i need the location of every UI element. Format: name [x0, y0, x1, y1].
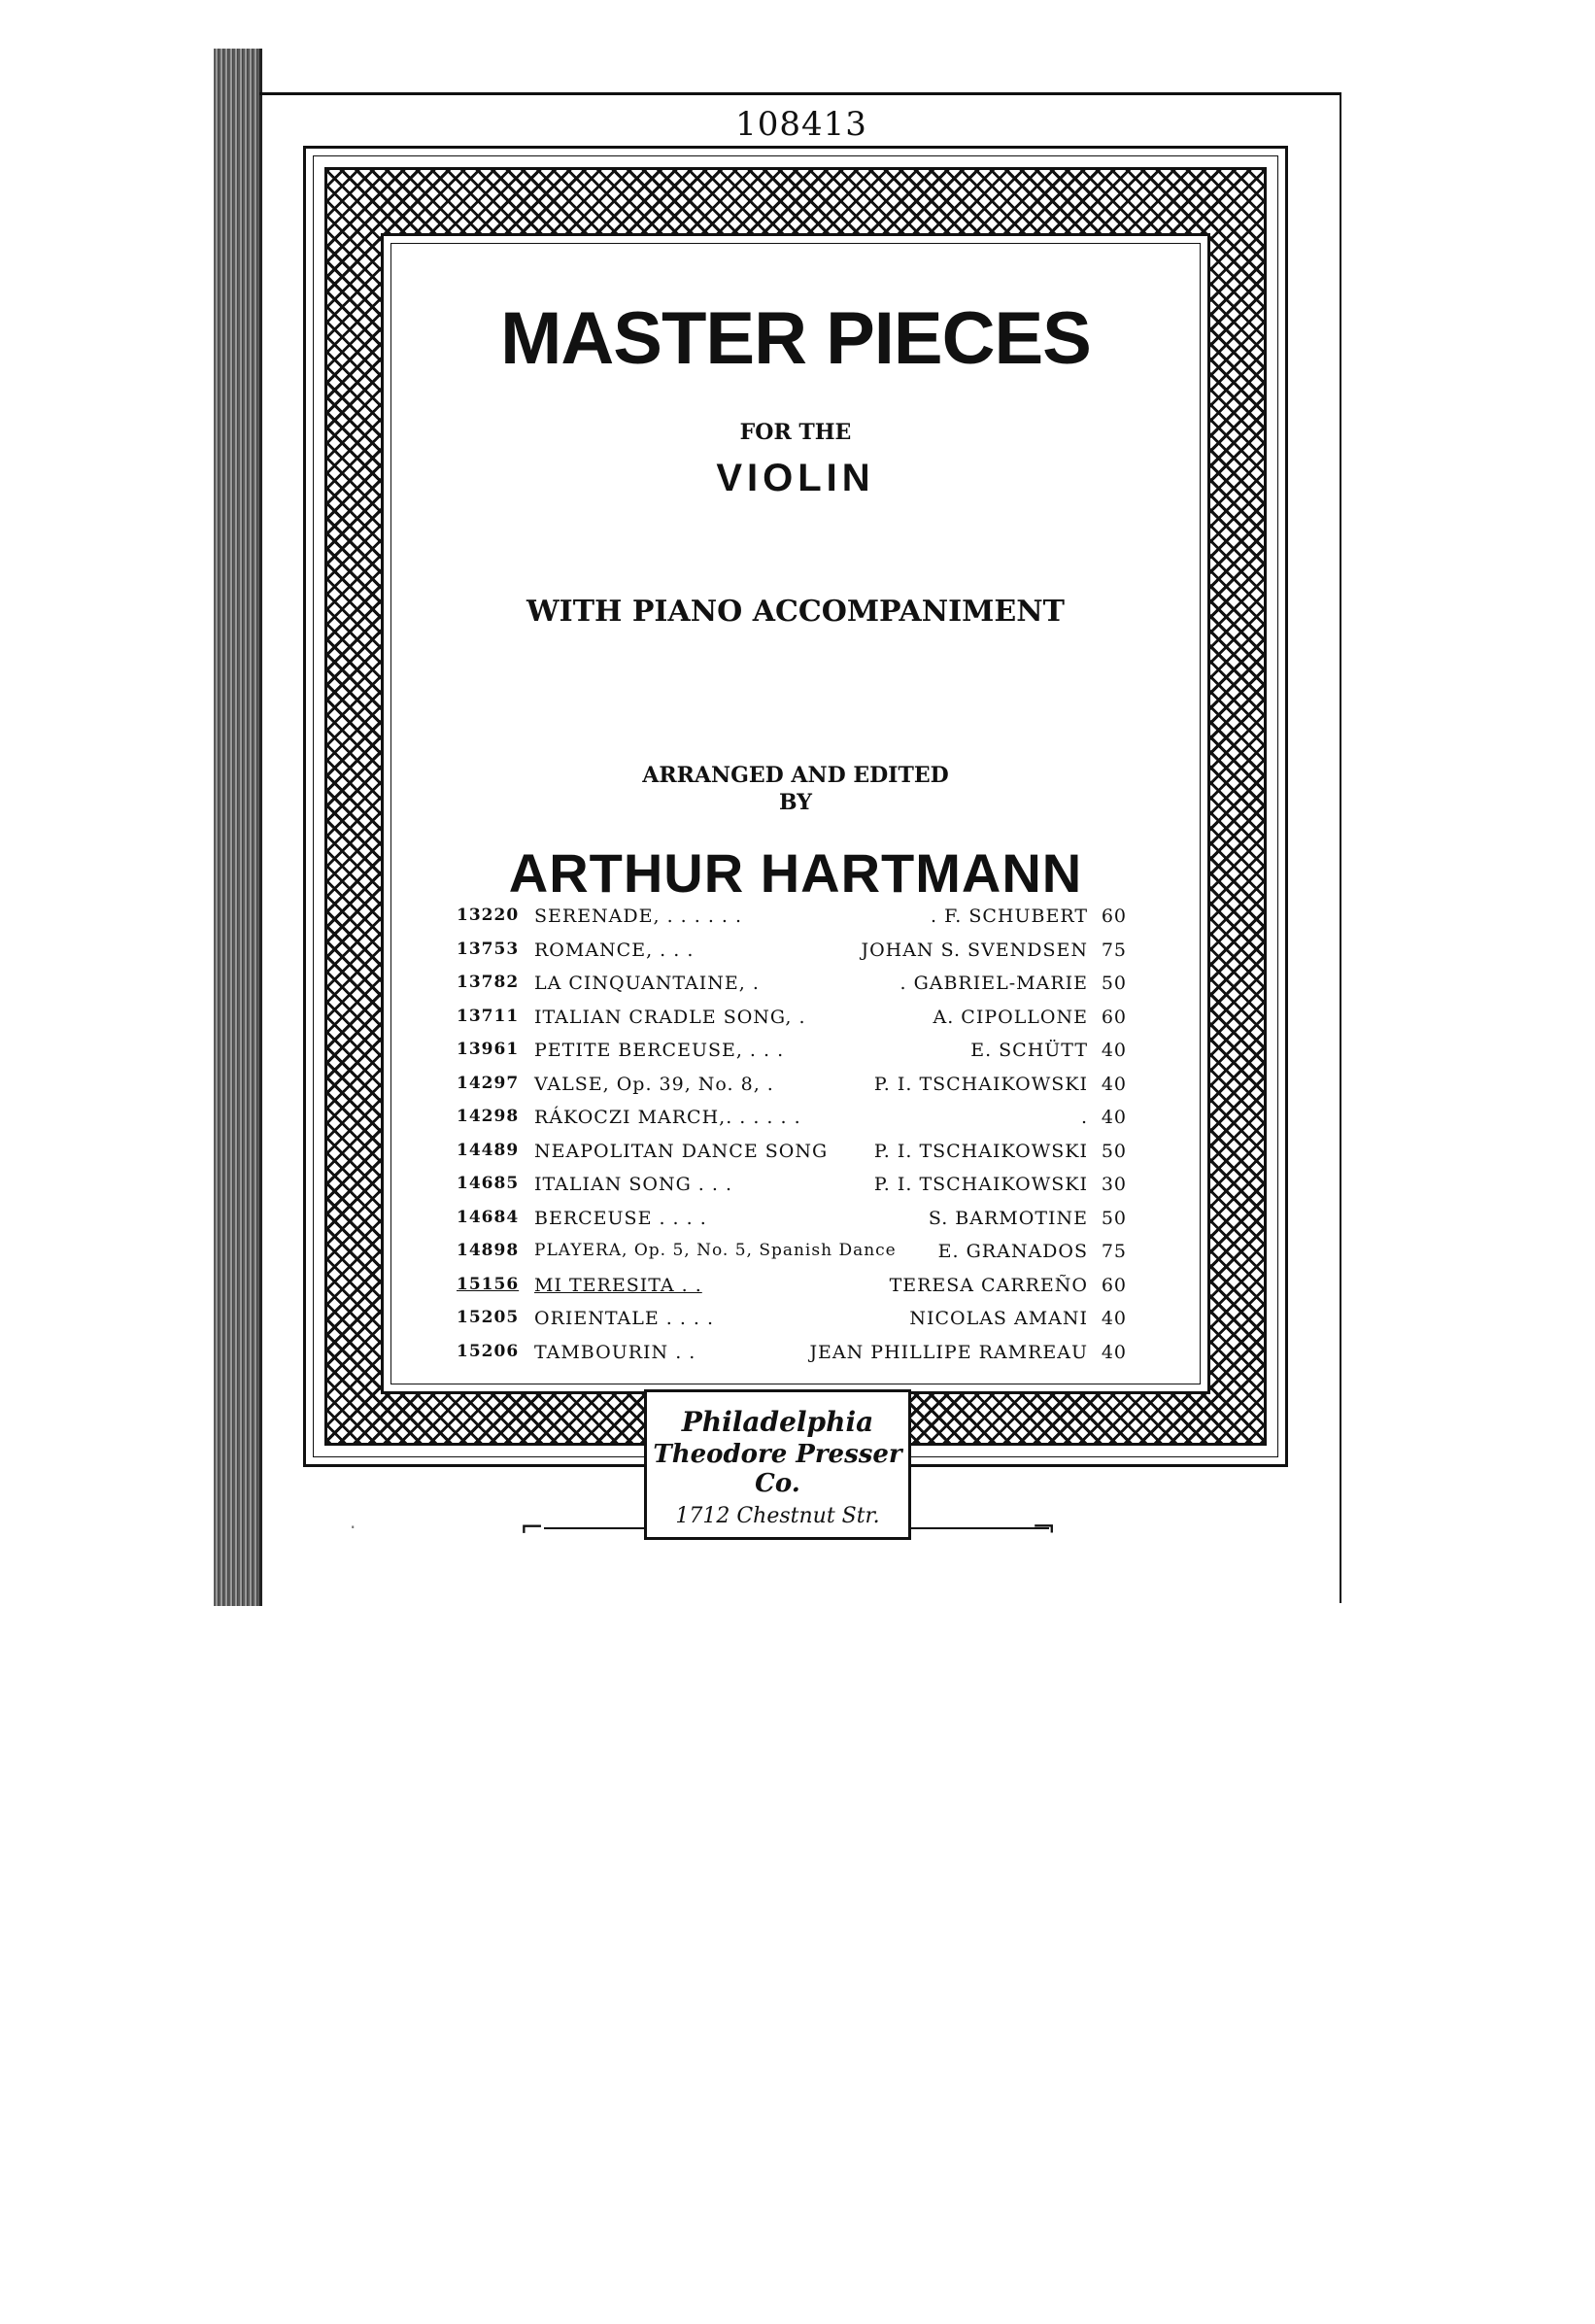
base-rule-left	[544, 1527, 644, 1529]
cover-accompaniment: WITH PIANO ACCOMPANIMENT	[526, 595, 1065, 629]
work-row	[457, 1036, 1127, 1070]
work-number: 14489	[457, 1140, 520, 1160]
right-flourish-icon: ¬	[1032, 1511, 1057, 1545]
work-price: 40	[1101, 1107, 1127, 1128]
work-row	[457, 1304, 1127, 1338]
work-price: 60	[1101, 1274, 1127, 1296]
works-list	[457, 902, 1127, 1371]
arranged-line-1: ARRANGED AND EDITED	[642, 763, 949, 788]
base-rule-right	[911, 1527, 1049, 1529]
work-price: 40	[1101, 1308, 1127, 1329]
work-composer: TERESA CARREÑO	[889, 1274, 1088, 1296]
work-row	[457, 1003, 1127, 1037]
work-number: 14298	[457, 1107, 520, 1126]
work-number: 13782	[457, 973, 520, 992]
work-composer: .	[1080, 1107, 1088, 1128]
work-title: PETITE BERCEUSE, . . .	[534, 1040, 785, 1061]
work-title: ITALIAN SONG . . .	[534, 1174, 733, 1195]
work-price: 40	[1101, 1040, 1127, 1061]
scan-edge-strip	[214, 49, 262, 1606]
work-title: NEAPOLITAN DANCE SONG	[534, 1140, 829, 1162]
work-price: 60	[1101, 906, 1127, 927]
work-composer: P. I. TSCHAIKOWSKI	[873, 1174, 1088, 1195]
work-title: RÁKOCZI MARCH,. . . . . .	[534, 1107, 801, 1128]
work-composer: JEAN PHILLIPE RAMREAU	[809, 1341, 1088, 1363]
work-number: 15206	[457, 1341, 520, 1361]
page-right-rule	[1340, 92, 1341, 1603]
work-price: 75	[1101, 1241, 1127, 1262]
work-composer: . GABRIEL-MARIE	[899, 973, 1088, 994]
work-row	[457, 1271, 1127, 1305]
work-number: 15205	[457, 1308, 520, 1327]
publisher-city: Philadelphia	[681, 1406, 874, 1438]
left-flourish-icon: ⌐	[520, 1511, 545, 1545]
work-composer: E. GRANADOS	[937, 1241, 1088, 1262]
publisher-address: 1712 Chestnut Str.	[675, 1504, 880, 1528]
work-composer: P. I. TSCHAIKOWSKI	[873, 1140, 1088, 1162]
work-number: 15156	[457, 1274, 520, 1294]
work-price: 40	[1101, 1341, 1127, 1363]
work-number: 13753	[457, 939, 520, 959]
work-title: TAMBOURIN . .	[534, 1341, 696, 1363]
work-number: 13220	[457, 906, 520, 925]
cover-for-the: FOR THE	[739, 420, 852, 445]
work-number: 13711	[457, 1006, 520, 1026]
work-row	[457, 1170, 1127, 1204]
work-price: 30	[1101, 1174, 1127, 1195]
page-top-rule	[259, 92, 1340, 95]
work-number: 14898	[457, 1241, 520, 1260]
work-composer: E. SCHÜTT	[970, 1040, 1088, 1061]
cover-arranged-by	[390, 762, 1201, 816]
work-title: SERENADE, . . . . . .	[534, 906, 743, 927]
work-row	[457, 936, 1127, 970]
work-row	[457, 969, 1127, 1003]
work-price: 50	[1101, 1140, 1127, 1162]
work-row	[457, 1103, 1127, 1137]
work-number: 14297	[457, 1073, 520, 1093]
work-title: ROMANCE, . . .	[534, 939, 695, 961]
work-price: 60	[1101, 1006, 1127, 1028]
work-composer: . F. SCHUBERT	[931, 906, 1088, 927]
work-row	[457, 1237, 1127, 1271]
work-title: BERCEUSE . . . .	[534, 1207, 707, 1229]
work-title: MI TERESITA . .	[534, 1274, 702, 1296]
work-number: 14685	[457, 1174, 520, 1193]
work-number: 14684	[457, 1207, 520, 1227]
work-price: 40	[1101, 1073, 1127, 1095]
work-row	[457, 902, 1127, 936]
stray-mark: ‧	[350, 1516, 356, 1539]
work-title: ITALIAN CRADLE SONG, .	[534, 1006, 806, 1028]
work-composer: NICOLAS AMANI	[909, 1308, 1088, 1329]
work-title: ORIENTALE . . . .	[534, 1308, 715, 1329]
work-composer: S. BARMOTINE	[928, 1207, 1088, 1229]
cover-title: MASTER PIECES	[500, 297, 1091, 380]
work-row	[457, 1204, 1127, 1238]
cover-editor: ARTHUR HARTMANN	[508, 842, 1083, 904]
publisher-name: Theodore Presser Co.	[653, 1440, 902, 1498]
work-title: LA CINQUANTAINE, .	[534, 973, 760, 994]
work-price: 50	[1101, 973, 1127, 994]
work-number: 13961	[457, 1040, 520, 1059]
work-title: PLAYERA, Op. 5, No. 5, Spanish Dance	[534, 1241, 897, 1260]
work-row	[457, 1338, 1127, 1372]
arranged-line-2: BY	[779, 790, 812, 815]
work-title: VALSE, Op. 39, No. 8, .	[534, 1073, 774, 1095]
work-price: 50	[1101, 1207, 1127, 1229]
work-price: 75	[1101, 939, 1127, 961]
work-composer: P. I. TSCHAIKOWSKI	[873, 1073, 1088, 1095]
cover-instrument: VIOLIN	[716, 457, 875, 499]
work-composer: JOHAN S. SVENDSEN	[861, 939, 1088, 961]
work-row	[457, 1137, 1127, 1171]
work-row	[457, 1070, 1127, 1104]
work-composer: A. CIPOLLONE	[933, 1006, 1088, 1028]
publisher-imprint	[644, 1389, 911, 1540]
catalog-number: 108413	[735, 105, 867, 144]
